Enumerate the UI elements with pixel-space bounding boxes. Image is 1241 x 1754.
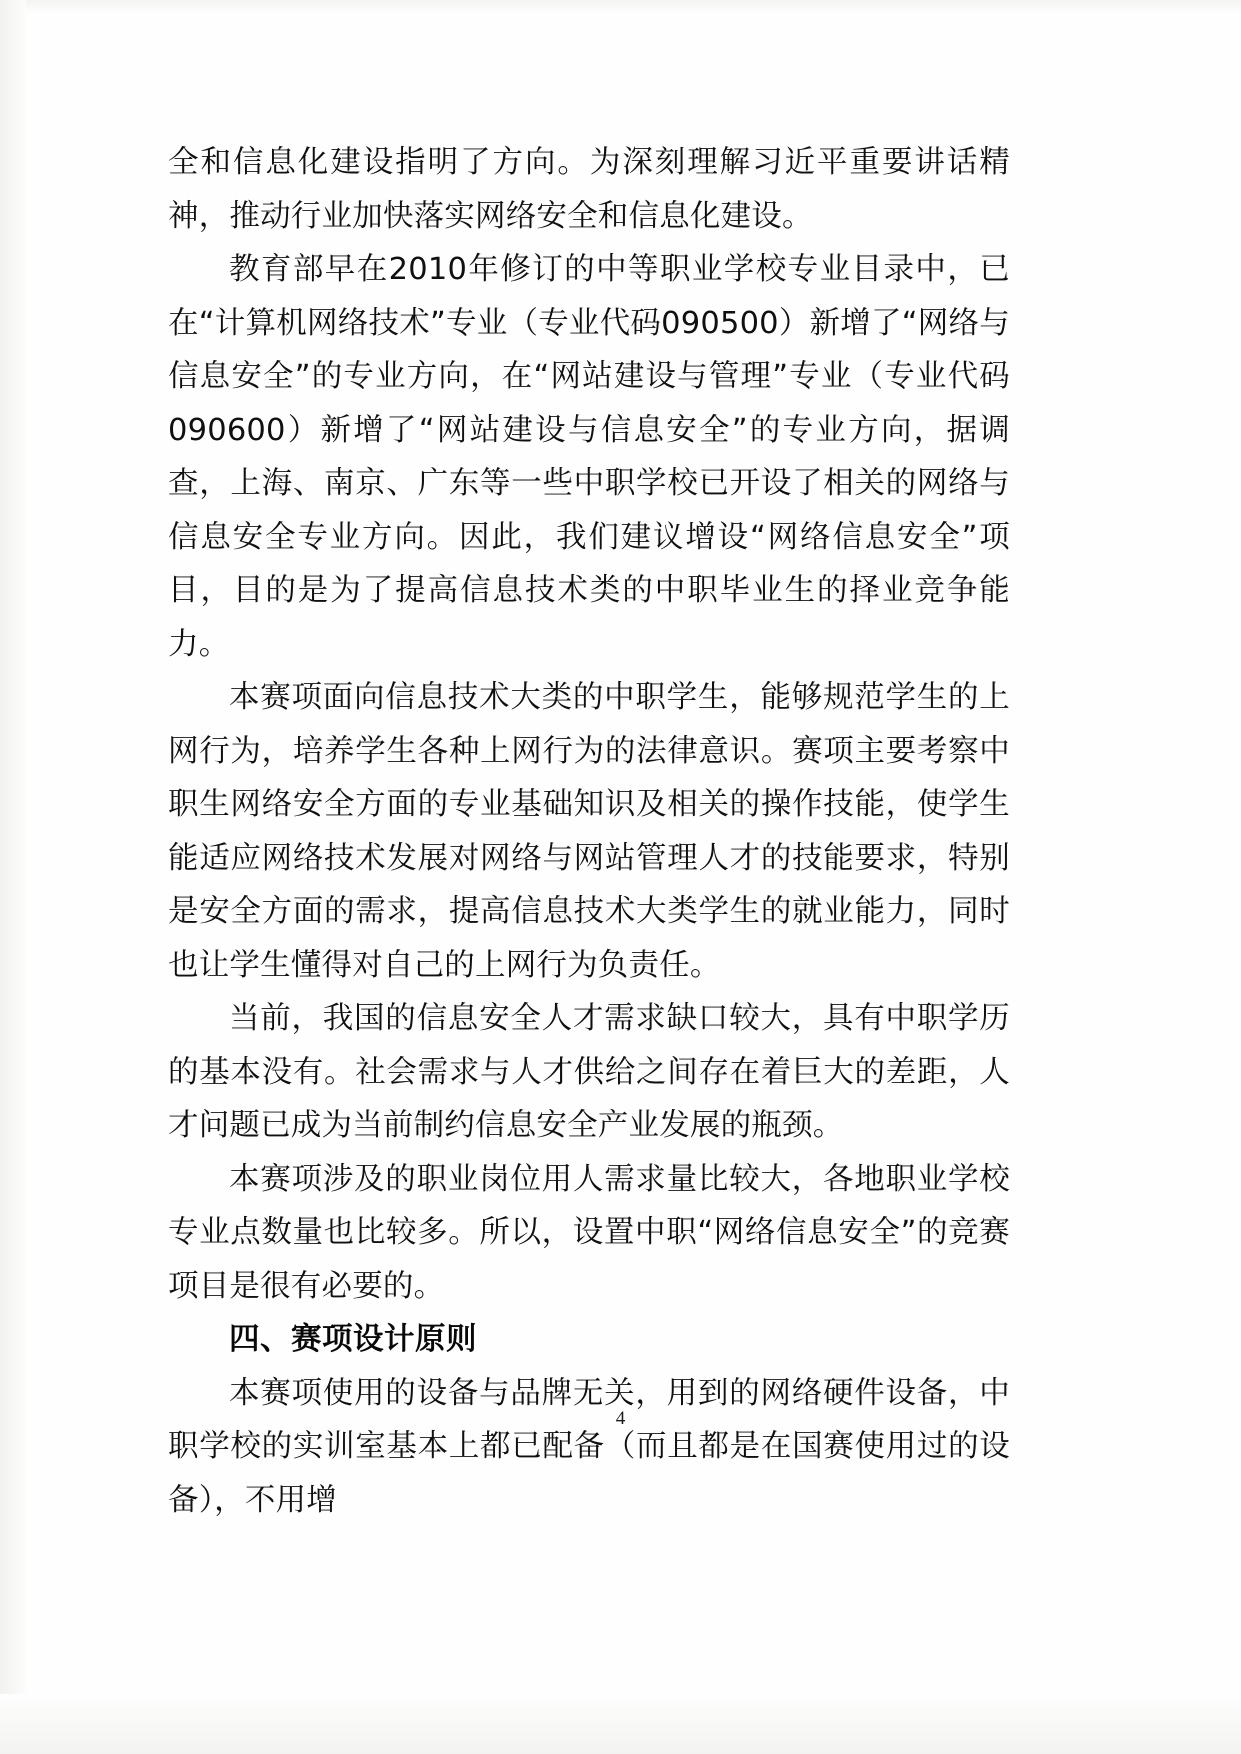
scan-edge-bottom: [0, 1694, 1241, 1754]
page-number: 4: [615, 1408, 626, 1429]
paragraph-education-ministry: 教育部早在2010年修订的中等职业学校专业目录中，已在“计算机网络技术”专业（专业代码090500）新增了“网络与信息安全”的专业方向，在“网站建设与管理”专业（专业代码090600）新增了“网站建设与信息安全”的专业方向，据调查，上海、南京、广东等一些中职学校已开设了相关的网络与信息安全专业方向。因此，我们建议增设“网络信息安全”项目，目的是为了提高信息技术类的中职毕业生的择业竞争能力。: [168, 252, 1010, 662]
paragraph-continuation: 全和信息化建设指明了方向。为深刻理解习近平重要讲话精神，推动行业加快落实网络安全和信息化建设。: [168, 145, 1010, 234]
paragraph-job-demand: 本赛项涉及的职业岗位用人需求量比较大，各地职业学校专业点数量也比较多。所以，设置中职“网络信息安全”的竞赛项目是很有必要的。: [168, 1161, 1010, 1304]
paragraph-competition-scope: 本赛项面向信息技术大类的中职学生，能够规范学生的上网行为，培养学生各种上网行为的法律意识。赛项主要考察中职生网络安全方面的专业基础知识及相关的操作技能，使学生能适应网络技术发展对网络与网站管理人才的技能要求，特别是安全方面的需求，提高信息技术大类学生的就业能力，同时也让学生懂得对自己的上网行为负责任。: [168, 680, 1010, 983]
scan-edge-left: [0, 0, 26, 1754]
paragraph-talent-gap: 当前，我国的信息安全人才需求缺口较大，具有中职学历的基本没有。社会需求与人才供给之间存在着巨大的差距，人才问题已成为当前制约信息安全产业发展的瓶颈。: [168, 1001, 1010, 1143]
document-body: [168, 136, 1010, 1527]
paragraph-equipment: 本赛项使用的设备与品牌无关，用到的网络硬件设备，中职学校的实训室基本上都已配备（而且都是在国赛使用过的设备），不用增: [168, 1375, 1010, 1518]
scan-edge-top: [0, 0, 1241, 14]
section-heading-design-principles: 四、赛项设计原则: [229, 1322, 477, 1357]
